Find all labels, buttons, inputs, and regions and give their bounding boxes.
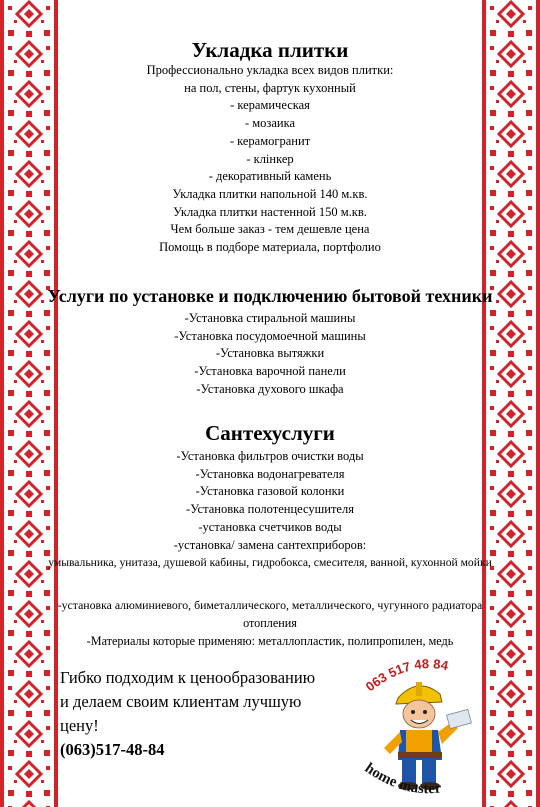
home-master-logo (362, 652, 482, 802)
appliances-line: -Установка вытяжки (215, 346, 325, 361)
tiling-line: - керамогранит (229, 133, 311, 148)
plumbing-line: -Установка водонагревателя (195, 466, 345, 481)
appliances-title: Услуги по установке и подключению бытовой техники (47, 286, 493, 306)
promo-line: Гибко подходим к ценообразованию (60, 668, 316, 687)
tiling-line: Укладка плитки настенной 150 м.кв. (173, 204, 367, 219)
radiator-line: отопления (243, 616, 297, 630)
promo-block (60, 666, 315, 762)
tiling-line: - клінкер (246, 151, 294, 166)
tiling-line: Помощь в подборе материала, портфолио (159, 240, 381, 255)
tiling-line: - декоративный камень (208, 169, 332, 184)
tiling-line: на пол, стены, фартук кухонный (184, 80, 356, 95)
tiling-line: Укладка плитки напольной 140 м.кв. (172, 186, 368, 201)
logo-brand-arc: home master (362, 760, 443, 798)
promo-line: цену! (60, 716, 99, 735)
radiator-section (0, 596, 540, 650)
tiling-line: - керамическая (230, 98, 310, 113)
tiling-line: Чем больше заказ - тем дешевле цена (170, 222, 370, 237)
plumbing-line: -Установка газовой колонки (195, 484, 345, 499)
tiling-title: Укладка плитки (191, 38, 349, 62)
materials-line: -Материалы которые применяю: металлопластик, полипропилен, медь (86, 634, 454, 648)
appliances-line: -Установка варочной панели (194, 364, 346, 379)
tiling-section (0, 38, 540, 257)
radiator-line: -установка алюминиевого, биметаллического, металлического, чугунного радиатора (57, 598, 483, 612)
tiling-line: Профессионально укладка всех видов плитки: (146, 63, 394, 77)
plumbing-section (0, 421, 540, 572)
appliances-line: -Установка стиральной машины (184, 311, 356, 325)
appliances-line: -Установка духового шкафа (196, 381, 344, 396)
logo-phone-arc: 063 517 48 84 (362, 656, 450, 695)
plumbing-line: -установка счетчиков воды (198, 519, 342, 534)
plumbing-title: Сантехуслуги (205, 421, 335, 445)
plumbing-line: -Установка полотенцесушителя (186, 502, 354, 517)
promo-line: и делаем своим клиентам лучшую (60, 692, 302, 711)
plumbing-line: умывальника, унитаза, душевой кабины, гидробокса, смесителя, ванной, кухонной мойки (48, 556, 492, 570)
appliances-line: -Установка посудомоечной машины (174, 328, 366, 343)
tiling-line: - мозаика (244, 116, 296, 131)
appliances-section (0, 285, 540, 399)
plumbing-line: -установка/ замена сантехприборов: (173, 537, 367, 552)
plumbing-line: -Установка фильтров очистки воды (176, 449, 364, 463)
contact-phone[interactable]: (063)517-48-84 (60, 740, 165, 759)
